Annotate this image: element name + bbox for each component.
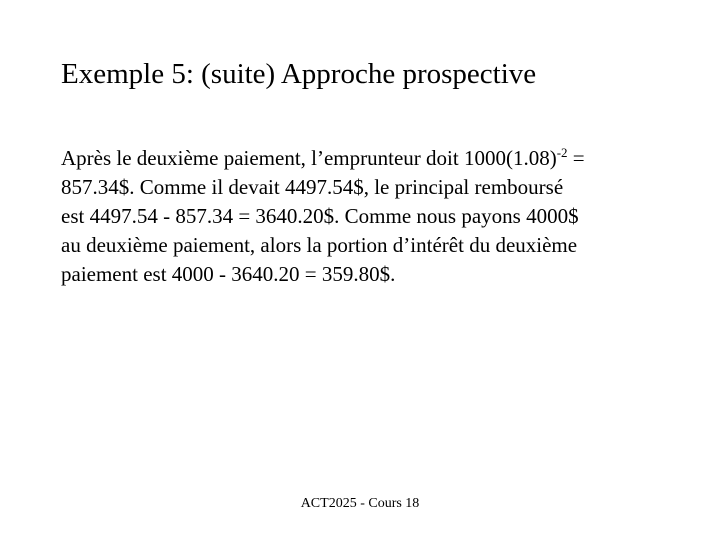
slide-body	[61, 144, 681, 289]
exponent: -2	[556, 145, 568, 160]
body-line-2: 857.34$. Comme il devait 4497.54$, le principal remboursé	[61, 175, 564, 199]
slide-title: Exemple 5: (suite) Approche prospective	[61, 58, 537, 90]
body-line-5: paiement est 4000 - 3640.20 = 359.80$.	[61, 262, 396, 286]
body-line-4: au deuxième paiement, alors la portion d’intérêt du deuxième	[61, 233, 578, 257]
body-line-1	[61, 144, 681, 173]
slide-footer: ACT2025 - Cours 18	[300, 496, 420, 511]
body-line-3: est 4497.54 - 857.34 = 3640.20$. Comme nous payons 4000$	[61, 204, 579, 228]
body-line-1-text: Après le deuxième paiement, l’emprunteur doit 1000(1.08)	[61, 146, 557, 170]
body-line-1-end: =	[567, 146, 585, 170]
